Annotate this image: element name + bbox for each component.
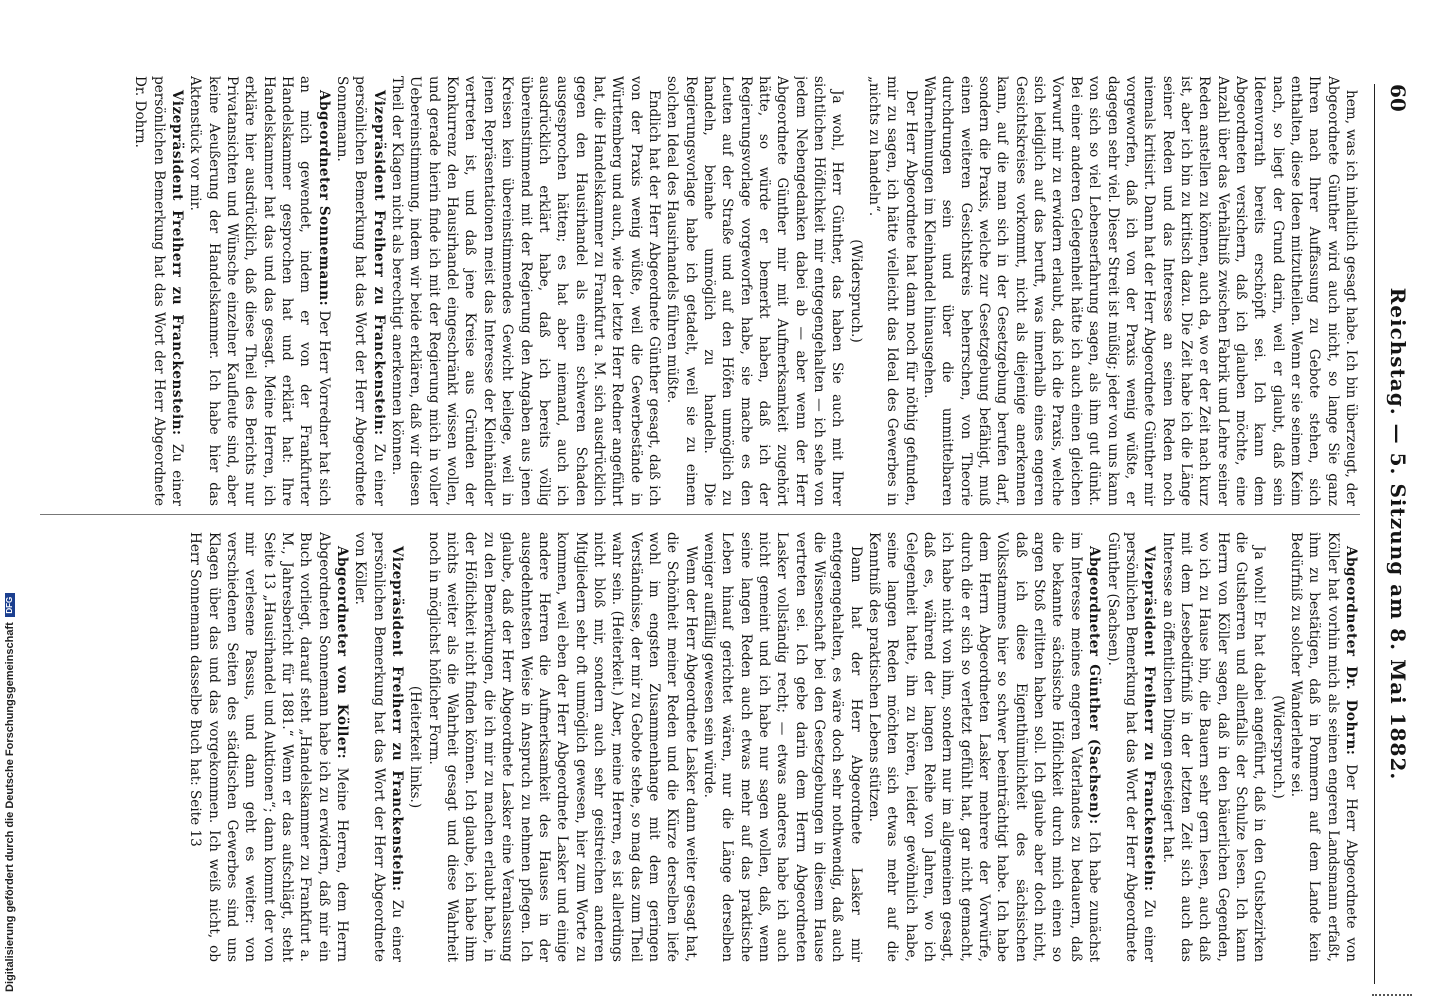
rotated-document-page (16, 40, 1432, 1000)
paragraph-text: Dann hat der Herr Abgeordnete Lasker mir entgegengehalten, es wäre doch sehr nothwendig, daß auch die Wissenschaft bei den Gesetzgebungen in diesem Hause vertreten sei. Ich gebe darin dem Herrn Abgeordneten Lasker vollständig recht; — etwas anderes habe ich auch nicht gemeint und ich habe nur sagen wollen, daß, wenn seine langen Reden auch etwas mehr auf das praktische Leben hinauf gerichtet wären, nur die Länge derselben weniger auffällig gewesen sein würde. (700, 532, 864, 962)
speaker-name: Vizepräsident Freiherr zu Franckenstein: (389, 546, 406, 892)
speaker-name: Abgeordneter Günther (Sachsen): (1086, 546, 1103, 825)
paragraph-text: Ja wohl! Er hat dabei angeführt, daß in den Gutsbezirken die Gutsherren und allenfalls der Schulze lesen. Ich kann Herrn von Köller sagen, daß in den bäuerlichen Gegenden, wo ich zu Hause bin, die Bauern sehr gern lesen, auch daß mit dem Lesebedürfniß in der letzten Zeit sich auch das Interesse an öffentlichen Dingen gesteigert hat. (1159, 532, 1268, 962)
paragraph-text: Der Herr Abgeordnete von Köller hat vorhin mich als seinen engeren Landsmann erfaßt, ihm zu bestätigen, daß in Pommern auf dem Lande kein Bedürfniß zu solcher Wanderlehre sei. (1287, 532, 1359, 962)
column-divider (40, 514, 1360, 515)
speech-paragraph (351, 532, 406, 962)
speaker-name: Abgeordneter von Köller: (334, 546, 351, 760)
paragraph-text: Meine Herren, dem Herrn Abgeordneten Sonnemann habe ich zu erwidern, daß mir ein Buch vorliegt, darauf steht „Handelskammer zu Frankfurt a. M., Jahresbericht für 1881.“ Wenn er das aufschlägt, steht Seite 13 „Hausirhandel und Auktionen“; dann kommt der von mir verlesene Passus, und dann geht es weiter: von verschiedenen Seiten des städtischen Gewerbes sind uns Klagen über das und das vorgekommen. Ich weiß nicht, ob Herr Sonnemann dasselbe Buch hat: Seite 13 (187, 532, 351, 962)
speech-paragraph (186, 76, 333, 506)
paragraph-text: Zu einer persönlichen Bemerkung hat das Wort der Herr Abgeordnete Sonnemann. (334, 76, 387, 506)
speaker-name: Vizepräsident Freiherr zu Franckenstein: (370, 90, 387, 436)
paragraph (424, 532, 699, 962)
page-title: Reichstag. — 5. Sitzung am 8. Mai 1882. (1386, 287, 1410, 781)
dfg-logo: DFG (5, 593, 15, 617)
speech-paragraph (186, 532, 351, 962)
paragraph-text: Der Herr Abgeordnete hat dann noch für nöthig gefunden, mir zu sagen, ich hätte vielleicht das Ideal des Gewerbes in „nichts zu handeln“. (866, 76, 919, 506)
speaker-name: Vizepräsident Freiherr zu Franckenstein: (169, 90, 185, 436)
paragraph-text: Wenn der Herr Abgeordnete Lasker dann weiter gesagt hat, die Schönheit meiner Reden und die Kürze derselben liefe wohl im engsten Zusammenhange mit dem geringen Verständnisse, der mir zu Gebote stehe, so mag das zum Theil wahr sein. (Heiterkeit.) Aber, meine Herren, es ist allerdings nicht bloß mir, sondern auch sehr geistreichen anderen Mitgliedern sehr oft unmöglich gewesen, hier zum Worte zu kommen, weil eben der Herr Abgeordnete Lasker und einige andere Herren die Aufmerksamkeit des Hauses in der ausgedehntesten Weise in Anspruch zu nehmen pflegen. Ich glaube, daß der Herr Abgeordnete Lasker eine Veranlassung zu den Bemerkungen, die ich mir zu machen erlaubt habe, in der Höflichkeit nicht finden können. Ich glaube, ich habe ihm nichts weiter als die Wahrheit gesagt und diese Wahrheit noch in möglichst höflicher Form. (425, 532, 699, 962)
page-header (1378, 84, 1414, 984)
speech-paragraph (865, 532, 1103, 962)
interjection: (Widerspruch.) (1269, 695, 1286, 799)
paragraph-text: Zu einer persönlichen Bemerkung hat das Wort der Herr Abgeordnete von Köller. (352, 532, 406, 962)
paragraph (388, 76, 663, 506)
paragraph (663, 76, 846, 506)
paragraph-text: Zu einer persönlichen Bemerkung hat das Wort der Herr Abgeordnete Dr. Dohrn. (132, 76, 185, 506)
text-column-right (40, 532, 1360, 962)
speech-paragraph (131, 76, 186, 506)
paragraph-text: Zu einer persönlichen Bemerkung hat das Wort der Herr Abgeordnete Günther (Sachsen). (1104, 532, 1158, 962)
speech-paragraph (333, 76, 388, 506)
interjection: (Heiterkeit links.) (407, 685, 424, 809)
paragraph-text: Ja wohl, Herr Günther, das haben Sie auch mit Ihrer sichtlichen Höflichkeit mir entgegengehalten — ich sehe von jedem Nebengedanken dabei ab — aber wenn der Herr Abgeordnete Günther mir mit Aufmerksamkeit zugehört hätte, so würde er bemerkt haben, daß ich der Regierungsvorlage vorgeworfen habe, sie mache es den Leuten auf der Straße und auf den Höfen unmöglich zu handeln, beinahe unmöglich zu handeln. Die Regierungsvorlage habe ich getadelt, weil sie zu einem solchen Ideal des Hausirhandels führen müßte. (664, 76, 846, 506)
speech-paragraph (1287, 532, 1360, 962)
paragraph (865, 76, 920, 506)
page-number: 60 (1386, 84, 1410, 112)
speaker-name: Abgeordneter Sonnemann: (315, 90, 332, 307)
credit-line (4, 593, 16, 992)
paragraph (920, 76, 1360, 506)
paragraph (1158, 532, 1268, 962)
paragraph-text: hem, was ich inhaltlich gesagt habe. Ich bin überzeugt, der Abgeordnete Günther wird auch nicht, so lange Sie ganz Ihren nach Ihrer Auffassung zu Gebote stehen, sich enthalten, diese Ideen mitzutheilen. Wenn er sie seinem Keim nach, so liegt der Grund darin, weil er glaubt, daß sein Ideenvorrath bereits erschöpft sei. Ich kann dem Abgeordneten versichern, daß ich glauben möchte, eine Anzahl über das Verhältniß zwischen Fabrik und Lehre seiner Reden anstellen zu können, auch da, wo er der Zeit nach kurz ist, aber ich bin zu kritisch dazu. Die Zeit habe ich die Länge seiner Reden und das Interesse an seinen Reden noch niemals kritisirt. Dann hat der Herr Abgeordnete Günther mir vorgeworfen, daß ich von der Praxis wenig wüßte, er dagegen sehr viel. Dieser Streit ist müßig; jeder von uns kann von sich so viel Lebenserfahrung sagen, als ihm gut dünkt. Bei einer anderen Gelegenheit hätte ich auch einen gleichen Vorwurf mir zu erwidern erlaubt, daß ich die Praxis, welche sich lediglich auf das beruft, was innerhalb eines engeren Gesichtskreises vorkommt, nicht als diejenige anerkennen kann, auf die man sich in der Gesetzgebung berufen darf, sondern die Praxis, welche zur Gesetzgebung befähigt, muß einen weiteren Gesichtskreis beherrschen, von Theorie durchdrungen sein und über die unmittelbaren Wahrnehmungen im Kleinhandel hinausgehen. (921, 76, 1359, 506)
credit-text: Digitalisierung gefördert durch die Deutsche Forschungsgemeinschaft (4, 622, 16, 992)
header-rule (1374, 84, 1375, 984)
paragraph-text: Der Herr Vorredner hat sich an mich gewendet, indem er von der Frankfurter Handelskammer gesprochen hat und erklärt hat: Ihre Handelskammer hat das und das gesagt. Meine Herren, ich erkläre hier ausdrücklich, daß diese Theil des Berichts nur Privatansichten und Wünsche einzelner Kaufleute sind, aber keine Aeußerung der Handelskammer. Ich habe hier das Aktenstück vor mir. (187, 76, 332, 506)
interjection: (Widerspruch.) (847, 239, 864, 343)
digitization-credit (0, 0, 16, 1000)
footer-mark (1372, 994, 1412, 996)
paragraph-text: Ich habe zunächst im Interesse meines engeren Vaterlandes zu bedauern, daß die bekannte sächsische Höflichkeit durch mich einen so argen Stoß erlitten haben soll. Ich glaube aber doch nicht, daß ich diese Eigenthümlichkeit des sächsischen Volksstammes hier so schwer beeinträchtigt habe. Ich habe dem Herrn Abgeordneten Lasker mehrere der Vorwürfe, durch die er sich so verletzt gefühlt hat, gar nicht gemacht, ich habe nicht von ihm, sondern nur im allgemeinen gesagt, daß es, während der langen Reihe von Jahren, wo ich Gelegenheit hatte, ihn zu hören, leider gewöhnlich habe, seine langen Reden möchten sich etwas mehr auf die Kenntniß des praktischen Lebens stützen. (866, 532, 1103, 962)
speaker-name: Vizepräsident Freiherr zu Franckenstein: (1141, 546, 1158, 892)
speaker-name: Abgeordneter Dr. Dohrn: (1343, 546, 1359, 756)
text-column-left (40, 76, 1360, 506)
speech-paragraph (1103, 532, 1158, 962)
paragraph-text: Endlich hat der Herr Abgeordnete Günther gesagt, daß ich von der Praxis wenig wüßte, weil die Gewerbestände in Württemberg und auch, wie der letzte Herr Redner angeführt hat, die Handelskammer zu Frankfurt a. M. sich ausdrücklich gegen den Hausirhandel als einen schweren Schaden ausgesprochen hätten; es hat aber niemand, auch ich ausdrücklich erklärt habe, daß ich bereits völlig übereinstimmend mit der Regierung den Angaben aus jenen Kreisen kein übereinstimmendes Gewicht beilege, weil in jenen Repräsentationen meist das Interesse der Kleinhändler vertreten ist, und daß jene Kreise aus Gründen der Konkurrenz den Hausirhandel eingeschränkt wissen wollen, und gerade hierin finde ich mit der Regierung mich in voller Uebereinstimmung, indem wir beide erklären, daß wir diesen Theil der Klagen nicht als berechtigt anerkennen können. (389, 76, 662, 506)
paragraph (700, 532, 865, 962)
